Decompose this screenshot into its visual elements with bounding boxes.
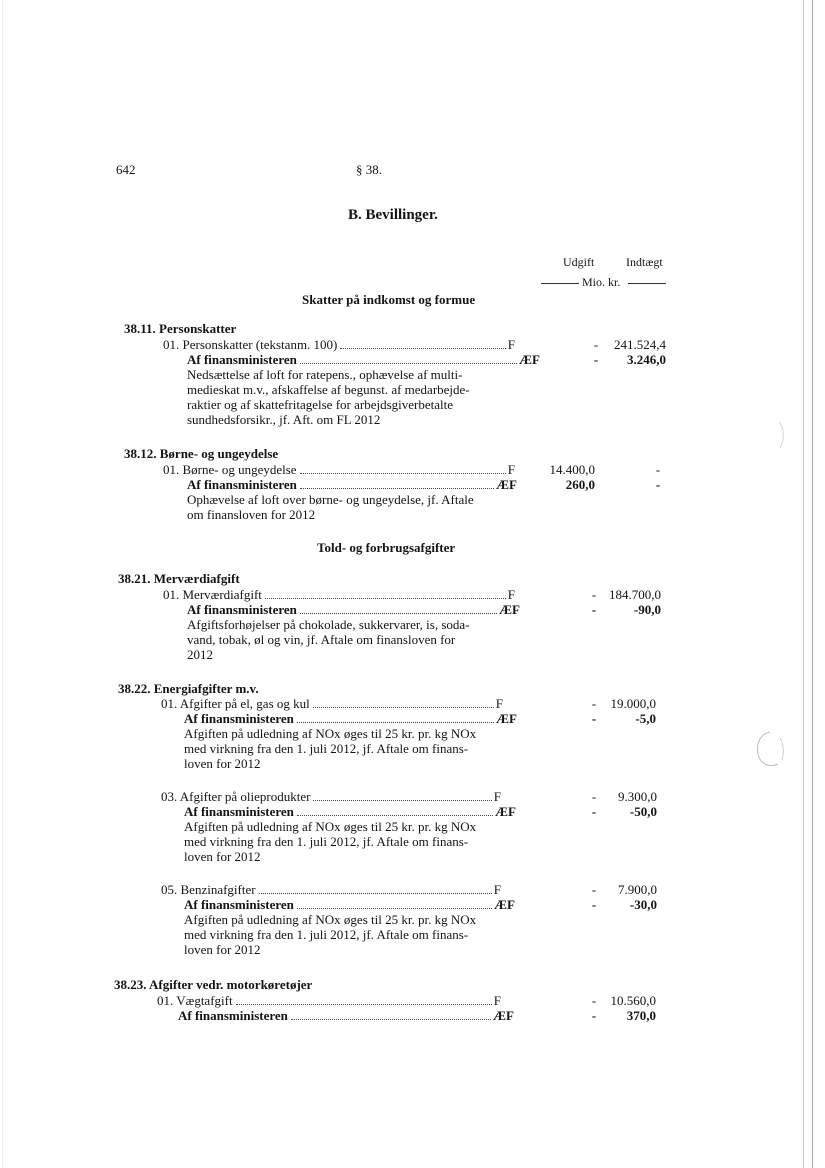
- row-code: ÆF: [493, 1008, 514, 1023]
- note-line: Afgiften på udledning af NOx øges til 25 kr. pr. kg NOx: [184, 819, 477, 834]
- account-row-3821-af: [187, 602, 520, 617]
- row-label: Af finansministeren: [184, 711, 294, 726]
- amount-indtaegt: -50,0: [629, 804, 657, 819]
- scan-artifact-circle: [752, 728, 788, 772]
- note-line: 2012: [187, 647, 213, 662]
- amount-udgift: -: [591, 696, 597, 711]
- amount-indtaegt: 184.700,0: [609, 587, 661, 602]
- note-line: Afgiften på udledning af NOx øges til 25 kr. pr. kg NOx: [184, 726, 477, 741]
- section-title-3821: 38.21. Merværdiafgift: [118, 571, 240, 586]
- row-code: F: [507, 337, 515, 352]
- account-row-3822-05: [161, 882, 501, 897]
- row-label: Af finansministeren: [187, 477, 297, 492]
- page-number: 642: [116, 162, 136, 177]
- heading-told: Told- og forbrugsafgifter: [317, 540, 456, 555]
- row-code: F: [495, 696, 503, 711]
- unit-label: Mio. kr.: [582, 275, 621, 289]
- row-label: Af finansministeren: [184, 804, 294, 819]
- note-line: Nedsættelse af loft for ratepens., ophævelse af multi-: [187, 367, 463, 382]
- row-label: 05. Benzinafgifter: [161, 882, 256, 897]
- row-code: ÆF: [496, 477, 517, 492]
- amount-udgift: -: [593, 352, 599, 367]
- amount-indtaegt: -5,0: [635, 711, 656, 726]
- amount-udgift: -: [591, 711, 597, 726]
- row-label: Af finansministeren: [187, 352, 297, 367]
- account-row-3822-03: [161, 789, 501, 804]
- account-row-3812-af: [187, 477, 517, 492]
- row-code: F: [507, 587, 515, 602]
- amount-indtaegt: 7.900,0: [618, 882, 657, 897]
- amount-udgift: -: [591, 602, 597, 617]
- account-row-3823-af: [178, 1008, 514, 1023]
- note-3822-01: [184, 726, 497, 771]
- column-header-indtaegt: Indtægt: [626, 255, 663, 269]
- account-row-3822-01: [161, 696, 503, 711]
- note-line: med virkning fra den 1. juli 2012, jf. Aftale om finans-: [184, 741, 469, 756]
- account-row-3811-01: [163, 337, 515, 352]
- scan-edge-right: [803, 0, 804, 1168]
- note-line: med virkning fra den 1. juli 2012, jf. Aftale om finans-: [184, 927, 469, 942]
- note-line: Ophævelse af loft over børne- og ungeydelse, jf. Aftale: [187, 492, 474, 507]
- amount-udgift: -: [591, 1008, 597, 1023]
- amount-indtaegt: -: [655, 477, 661, 492]
- account-row-3811-af: [187, 352, 540, 367]
- row-code: ÆF: [499, 602, 520, 617]
- note-line: medieskat m.v., afskaffelse af begunst. af medarbejde-: [187, 382, 470, 397]
- row-code: F: [507, 462, 515, 477]
- amount-indtaegt: 3.246,0: [627, 352, 666, 367]
- amount-indtaegt: 19.000,0: [610, 696, 656, 711]
- row-label: Af finansministeren: [187, 602, 297, 617]
- row-code: ÆF: [519, 352, 540, 367]
- amount-udgift: 260,0: [565, 477, 595, 492]
- account-row-3821-01: [163, 587, 515, 602]
- amount-udgift: -: [591, 587, 597, 602]
- note-line: med virkning fra den 1. juli 2012, jf. Aftale om finans-: [184, 834, 469, 849]
- amount-indtaegt: 10.560,0: [610, 993, 656, 1008]
- amount-udgift: 14.400,0: [549, 462, 595, 477]
- note-3812: [187, 492, 500, 522]
- row-code: F: [493, 789, 501, 804]
- note-line: loven for 2012: [184, 942, 261, 957]
- amount-udgift: -: [591, 897, 597, 912]
- amount-indtaegt: 9.300,0: [618, 789, 657, 804]
- row-label: 01. Afgifter på el, gas og kul: [161, 696, 310, 711]
- row-code: ÆF: [495, 804, 516, 819]
- account-row-3822-03-af: [184, 804, 516, 819]
- amount-udgift: -: [591, 993, 597, 1008]
- amount-indtaegt: 370,0: [626, 1008, 656, 1023]
- amount-indtaegt: -: [655, 462, 661, 477]
- amount-udgift: -: [593, 337, 599, 352]
- scan-artifact-mark: [776, 420, 788, 450]
- note-3822-05: [184, 912, 497, 957]
- amount-udgift: -: [591, 804, 597, 819]
- amount-indtaegt: -90,0: [633, 602, 661, 617]
- row-label: Af finansministeren: [184, 897, 294, 912]
- heading-skatter: Skatter på indkomst og formue: [302, 292, 476, 307]
- row-label: Af finansministeren: [178, 1008, 288, 1023]
- column-header-udgift: Udgift: [563, 255, 595, 269]
- page-title: B. Bevillinger.: [348, 207, 438, 223]
- section-title-3823: 38.23. Afgifter vedr. motorkøretøjer: [114, 977, 313, 992]
- section-title-3811: 38.11. Personskatter: [124, 321, 237, 336]
- section-symbol: § 38.: [356, 162, 382, 177]
- note-3821: [187, 617, 500, 662]
- row-code: F: [493, 882, 501, 897]
- row-code: F: [493, 993, 501, 1008]
- row-label: 01. Merværdiafgift: [163, 587, 262, 602]
- note-line: raktier og af skattefritagelse for arbejdsgiverbetalte: [187, 397, 454, 412]
- amount-udgift: -: [591, 789, 597, 804]
- unit-rule-left: [541, 283, 579, 284]
- note-line: loven for 2012: [184, 849, 261, 864]
- scan-edge-left: [2, 0, 3, 1168]
- note-line: vand, tobak, øl og vin, jf. Aftale om finansloven for: [187, 632, 456, 647]
- row-code: ÆF: [496, 711, 517, 726]
- note-line: sundhedsforsikr., jf. Aft. om FL 2012: [187, 412, 381, 427]
- amount-indtaegt: 241.524,4: [614, 337, 666, 352]
- section-title-3822: 38.22. Energiafgifter m.v.: [118, 681, 259, 696]
- row-code: ÆF: [494, 897, 515, 912]
- note-line: om finansloven for 2012: [187, 507, 316, 522]
- unit-rule-right: [628, 283, 666, 284]
- account-row-3823-01: [157, 993, 501, 1008]
- note-line: Afgiften på udledning af NOx øges til 25 kr. pr. kg NOx: [184, 912, 477, 927]
- note-3822-03: [184, 819, 497, 864]
- amount-indtaegt: -30,0: [629, 897, 657, 912]
- row-label: 01. Personskatter (tekstanm. 100): [163, 337, 338, 352]
- note-line: Afgiftsforhøjelser på chokolade, sukkervarer, is, soda-: [187, 617, 470, 632]
- note-3811: [187, 367, 500, 427]
- row-label: 01. Børne- og ungeydelse: [163, 462, 297, 477]
- account-row-3812-01: [163, 462, 515, 477]
- scan-edge-right-2: [812, 0, 813, 1168]
- account-row-3822-05-af: [184, 897, 515, 912]
- row-label: 03. Afgifter på olieprodukter: [161, 789, 311, 804]
- row-label: 01. Vægtafgift: [157, 993, 233, 1008]
- note-line: loven for 2012: [184, 756, 261, 771]
- section-title-3812: 38.12. Børne- og ungeydelse: [124, 446, 279, 461]
- account-row-3822-01-af: [184, 711, 517, 726]
- amount-udgift: -: [591, 882, 597, 897]
